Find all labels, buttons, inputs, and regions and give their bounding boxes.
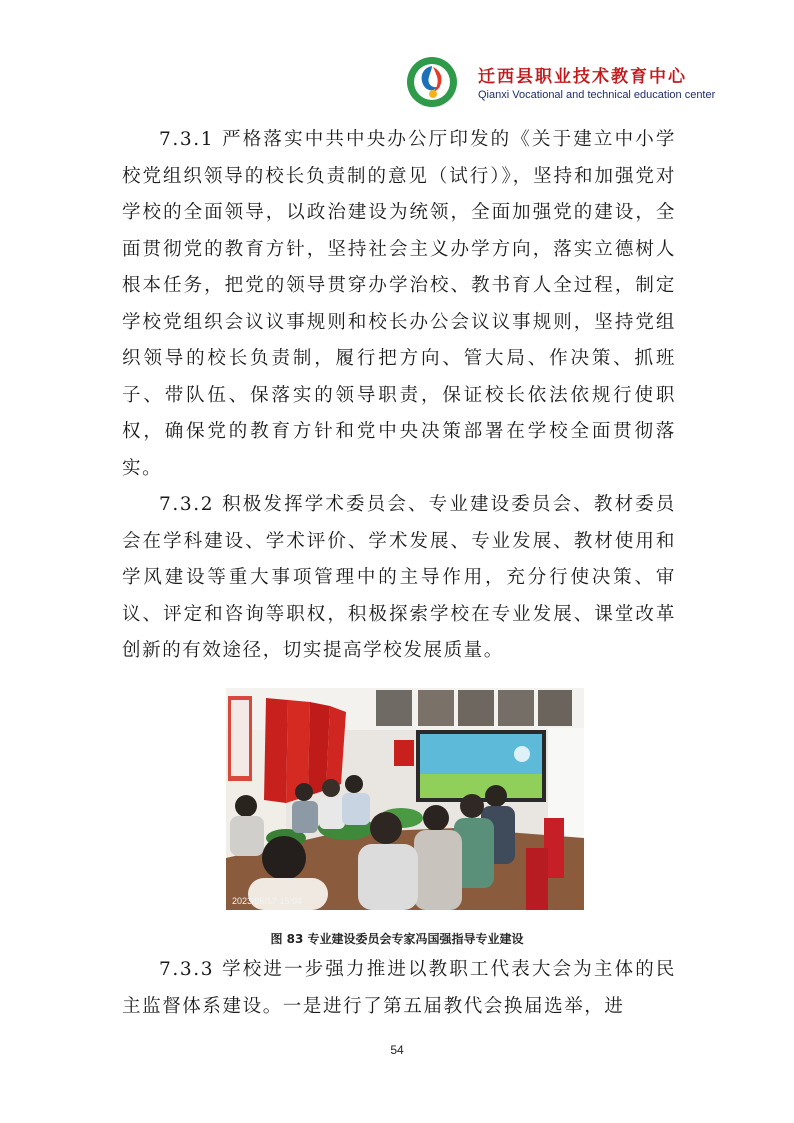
- paragraph-7-3-1: 7.3.1 严格落实中共中央办公厅印发的《关于建立中小学校党组织领导的校长负责制的意见（试行）》，坚持和加强党对学校的全面领导，以政治建设为统领，全面加强党的建设，全面贯彻党的教育方针，坚持社会主义办学方向，落实立德树人根本任务，把党的领导贯穿办学治校、教书育人全过程，制定学校党组织会议议事规则和校长办公会议议事规则，坚持党组织领导的校长负责制，履行把方向、管大局、作决策、抓班子、带队伍、保落实的领导职责，保证校长依法依规行使职权，确保党的教育方针和党中央决策部署在学校全面贯彻落实。: [122, 129, 676, 479]
- paragraph-7-3-3: 7.3.3 学校进一步强力推进以教职工代表大会为主体的民主监督体系建设。一是进行了第五届教代会换届选举，进: [122, 959, 676, 1017]
- organization-name: 迁西县职业技术教育中心: [478, 67, 687, 87]
- organization-name-english: Qianxi Vocational and technical education center: [478, 89, 716, 101]
- body-text-continued: [122, 952, 676, 1025]
- figure-caption: 图 83 专业建设委员会专家冯国强指导专业建设: [270, 932, 524, 946]
- photo-timestamp: 2023/05/17 15:04: [232, 896, 303, 906]
- meeting-photo: [226, 688, 584, 910]
- page-header: [404, 56, 716, 112]
- school-logo: [406, 56, 458, 108]
- body-text: [122, 122, 676, 670]
- paragraph-7-3-2: 7.3.2 积极发挥学术委员会、专业建设委员会、教材委员会在学科建设、学术评价、学术发展、专业发展、教材使用和学风建设等重大事项管理中的主导作用，充分行使决策、审议、评定和咨询等职权，积极探索学校在专业发展、课堂改革创新的有效途径，切实提高学校发展质量。: [122, 494, 676, 661]
- page-number: 54: [390, 1043, 404, 1057]
